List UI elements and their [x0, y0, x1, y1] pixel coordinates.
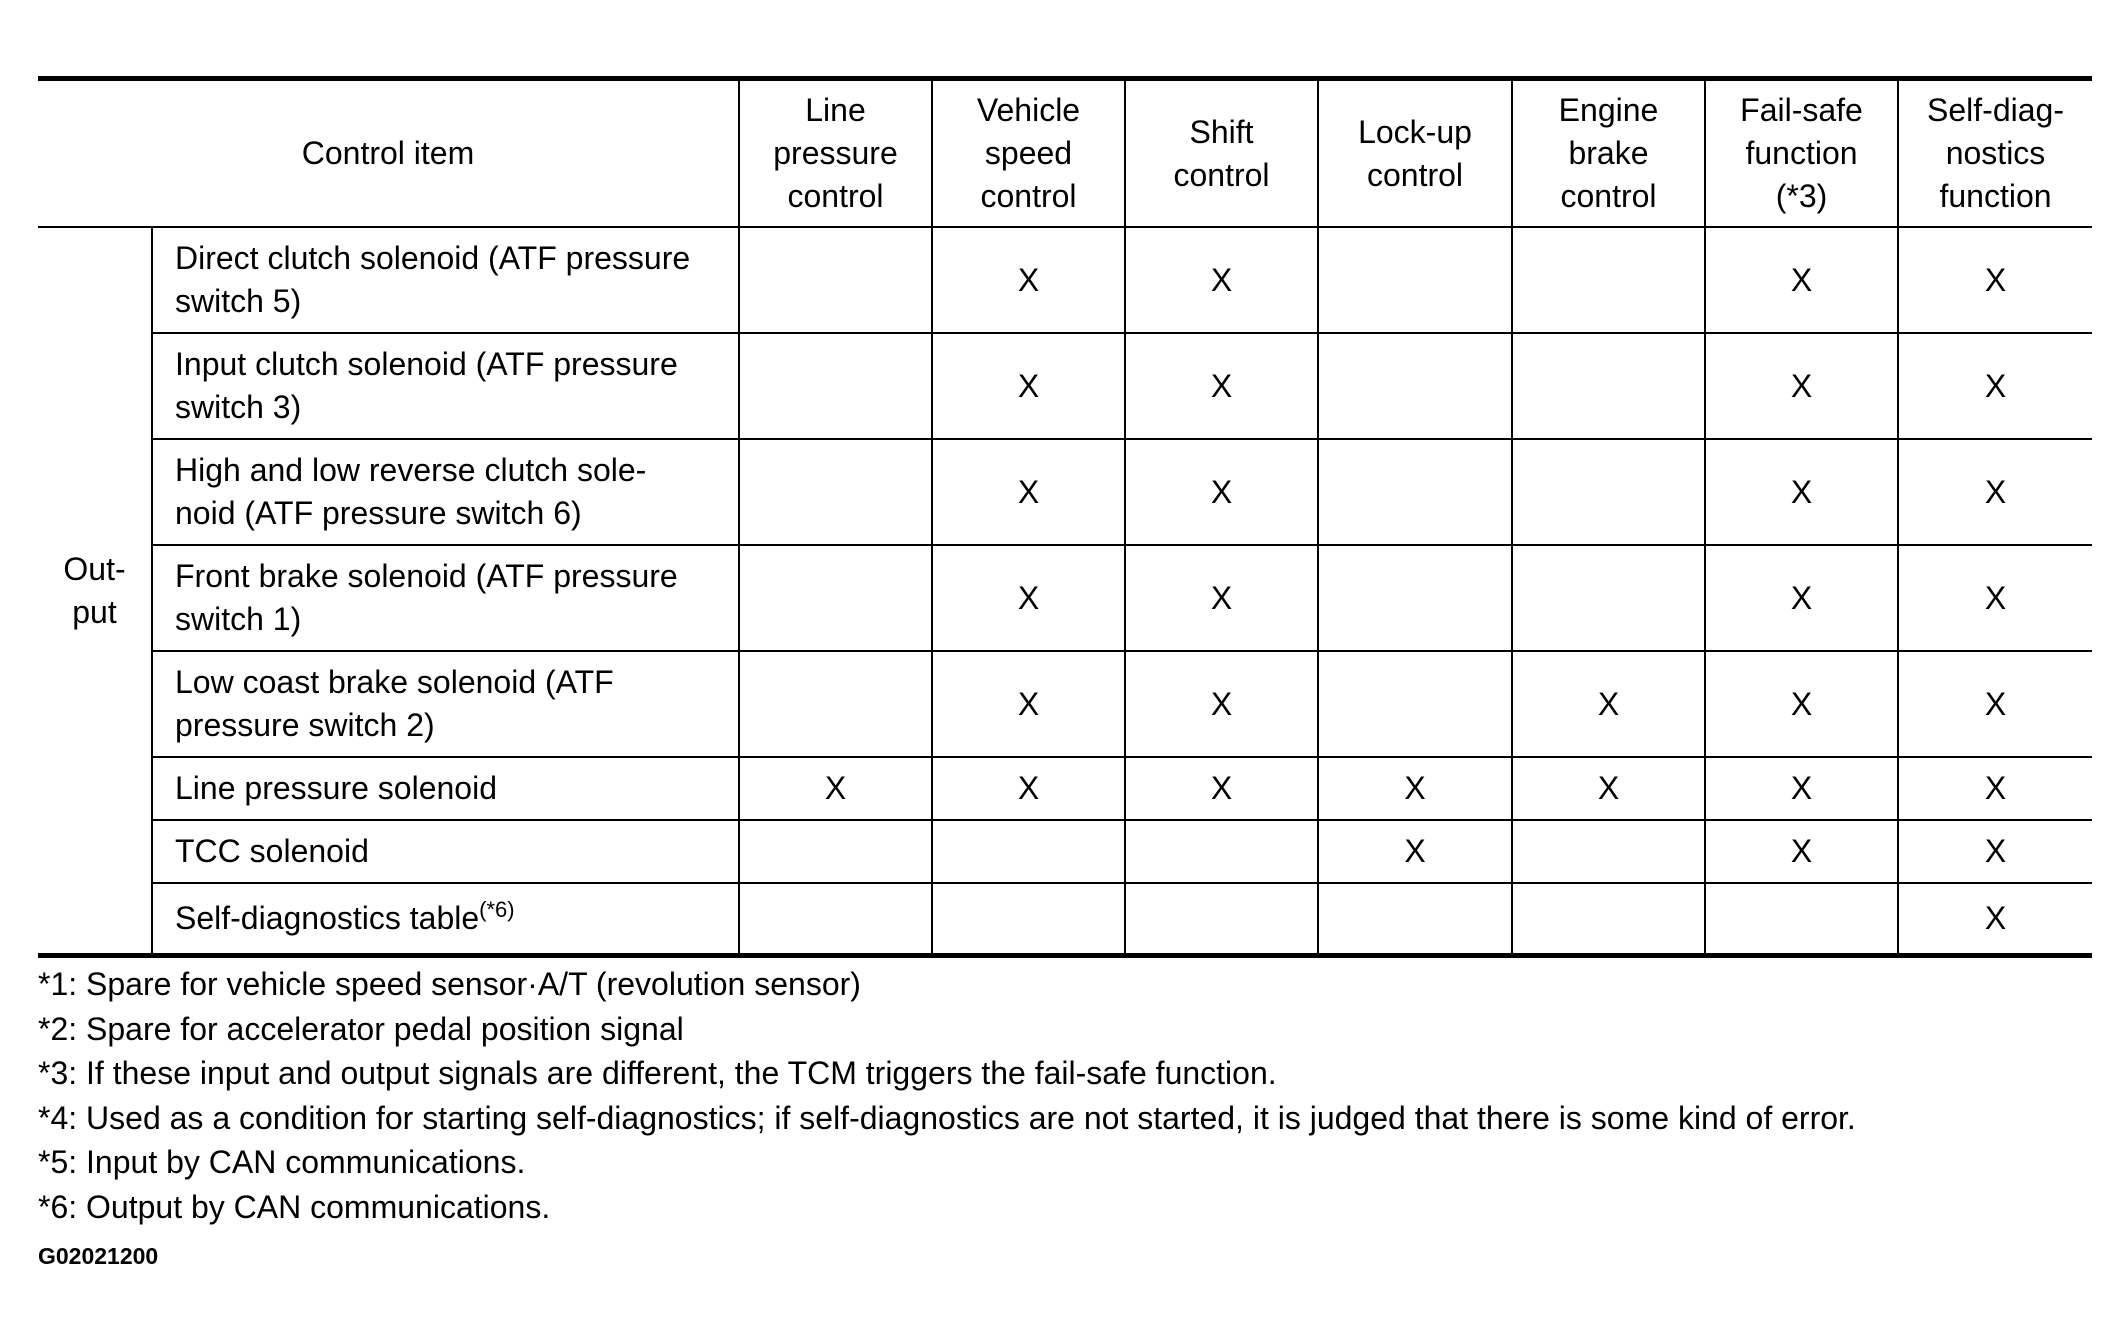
- row-item-line: switch 3): [175, 389, 302, 425]
- header-line: control: [787, 178, 884, 214]
- header-line: control: [1560, 178, 1657, 214]
- row-item-line: Self-diagnostics table: [175, 900, 480, 936]
- header-line: Lock-up: [1358, 113, 1472, 150]
- header-line: control: [980, 178, 1077, 214]
- row-item-label: [152, 227, 739, 333]
- table-row: [38, 757, 2092, 820]
- row-item-line: pressure switch 2): [175, 707, 435, 743]
- header-line: control: [1366, 156, 1464, 193]
- row-item-line: noid (ATF pressure switch 6): [175, 495, 582, 531]
- cell-mark: [739, 227, 932, 333]
- header-line: Fail-safe: [1740, 92, 1863, 128]
- header-line: function: [1939, 178, 2052, 214]
- cell-mark: [1318, 883, 1512, 956]
- row-item-label: [152, 883, 739, 956]
- cell-mark: X: [1512, 757, 1705, 820]
- table-row: [38, 651, 2092, 757]
- row-item-line: High and low reverse clutch sole-: [175, 452, 647, 488]
- row-item-label: [152, 439, 739, 545]
- header-vehicle-speed-control: [932, 79, 1125, 228]
- cell-mark: [1318, 651, 1512, 757]
- row-item-label: [152, 651, 739, 757]
- table-row: [38, 439, 2092, 545]
- cell-mark: X: [1512, 651, 1705, 757]
- header-line: speed: [984, 135, 1073, 171]
- cell-mark: [1512, 227, 1705, 333]
- cell-mark: X: [932, 439, 1125, 545]
- row-item-line: switch 1): [175, 601, 302, 637]
- cell-mark: X: [1125, 333, 1318, 439]
- group-label-line: put: [72, 593, 117, 630]
- header-lock-up-control: [1318, 79, 1512, 228]
- footnote: *6: Output by CAN communications.: [38, 1188, 551, 1225]
- figure-id: G02021200: [38, 1243, 159, 1269]
- header-shift-control: [1125, 79, 1318, 228]
- cell-mark: [932, 820, 1125, 883]
- table-row: [38, 545, 2092, 651]
- table-row: [38, 333, 2092, 439]
- footnote: *3: If these input and output signals are different, the TCM triggers the fail-safe function.: [38, 1055, 1277, 1091]
- cell-mark: X: [1705, 651, 1898, 757]
- table-row: [38, 883, 2092, 956]
- cell-mark: X: [1898, 820, 2092, 883]
- cell-mark: [1512, 333, 1705, 439]
- group-label-line: Out-: [63, 550, 126, 587]
- cell-mark: X: [1125, 651, 1318, 757]
- cell-mark: [1705, 883, 1898, 956]
- cell-mark: X: [1125, 227, 1318, 333]
- cell-mark: X: [1125, 757, 1318, 820]
- header-control-item-label: Control item: [301, 135, 475, 171]
- header-line: pressure: [773, 135, 898, 171]
- header-line: (*3): [1775, 178, 1828, 214]
- footnote: *1: Spare for vehicle speed sensor·A/T (revolution sensor): [38, 966, 861, 1002]
- row-item-line: Direct clutch solenoid (ATF pressure: [175, 240, 691, 276]
- row-item-line: Line pressure solenoid: [175, 770, 497, 806]
- footnote: *5: Input by CAN communications.: [38, 1144, 526, 1180]
- cell-mark: X: [739, 757, 932, 820]
- row-item-line: Front brake solenoid (ATF pressure: [175, 558, 678, 594]
- header-control-item: [38, 79, 739, 228]
- cell-mark: [1512, 820, 1705, 883]
- header-line: function: [1745, 135, 1858, 171]
- footnotes: [38, 962, 2092, 1229]
- cell-mark: X: [932, 333, 1125, 439]
- cell-mark: X: [932, 227, 1125, 333]
- row-item-line: switch 5): [175, 283, 302, 319]
- header-line-pressure-control: [739, 79, 932, 228]
- header-line: nostics: [1945, 135, 2046, 171]
- cell-mark: [739, 651, 932, 757]
- control-item-table: [38, 76, 2092, 958]
- cell-mark: X: [1705, 439, 1898, 545]
- row-item-line: TCC solenoid: [175, 833, 369, 869]
- header-line: control: [1173, 156, 1270, 193]
- cell-mark: [1512, 545, 1705, 651]
- cell-mark: [739, 333, 932, 439]
- header-line: Shift: [1189, 113, 1254, 150]
- cell-mark: X: [1898, 757, 2092, 820]
- cell-mark: X: [1125, 439, 1318, 545]
- cell-mark: [1125, 883, 1318, 956]
- cell-mark: X: [1318, 820, 1512, 883]
- cell-mark: [739, 545, 932, 651]
- footnote: *4: Used as a condition for starting self-diagnostics; if self-diagnostics are not started, it is judged that there is some kind of error.: [38, 1099, 1856, 1136]
- cell-mark: X: [1705, 333, 1898, 439]
- header-self-diagnostics-function: [1898, 79, 2092, 228]
- footnote-ref: (*6): [479, 897, 515, 922]
- cell-mark: X: [1898, 651, 2092, 757]
- cell-mark: [1318, 227, 1512, 333]
- header-line: Line: [805, 92, 866, 128]
- document-body: [38, 76, 2092, 1271]
- cell-mark: X: [1898, 439, 2092, 545]
- row-item-label: [152, 545, 739, 651]
- cell-mark: X: [932, 757, 1125, 820]
- header-fail-safe-function: [1705, 79, 1898, 228]
- row-item-label: [152, 333, 739, 439]
- row-item-line: Input clutch solenoid (ATF pressure: [175, 346, 678, 382]
- header-line: Self-diag-: [1927, 92, 2064, 128]
- row-item-label: [152, 820, 739, 883]
- header-row: [38, 79, 2092, 228]
- cell-mark: [739, 820, 932, 883]
- cell-mark: X: [1898, 545, 2092, 651]
- cell-mark: X: [1705, 757, 1898, 820]
- cell-mark: X: [1898, 883, 2092, 956]
- header-line: brake: [1568, 135, 1649, 171]
- header-engine-brake-control: [1512, 79, 1705, 228]
- table-row: [38, 227, 2092, 333]
- cell-mark: [1125, 820, 1318, 883]
- cell-mark: [1512, 439, 1705, 545]
- cell-mark: [1318, 333, 1512, 439]
- cell-mark: [1318, 439, 1512, 545]
- cell-mark: [739, 883, 932, 956]
- cell-mark: [739, 439, 932, 545]
- cell-mark: X: [932, 651, 1125, 757]
- cell-mark: X: [1898, 333, 2092, 439]
- header-line: Vehicle: [976, 92, 1081, 128]
- row-item-label: [152, 757, 739, 820]
- table-row: [38, 820, 2092, 883]
- cell-mark: X: [932, 545, 1125, 651]
- row-item-line: Low coast brake solenoid (ATF: [175, 664, 614, 700]
- cell-mark: X: [1705, 227, 1898, 333]
- output-group-label: [38, 227, 152, 956]
- footnote: *2: Spare for accelerator pedal position signal: [38, 1010, 684, 1047]
- cell-mark: X: [1705, 545, 1898, 651]
- cell-mark: [1318, 545, 1512, 651]
- cell-mark: [932, 883, 1125, 956]
- header-line: Engine: [1558, 92, 1659, 128]
- cell-mark: X: [1318, 757, 1512, 820]
- cell-mark: X: [1898, 227, 2092, 333]
- cell-mark: [1512, 883, 1705, 956]
- cell-mark: X: [1125, 545, 1318, 651]
- cell-mark: X: [1705, 820, 1898, 883]
